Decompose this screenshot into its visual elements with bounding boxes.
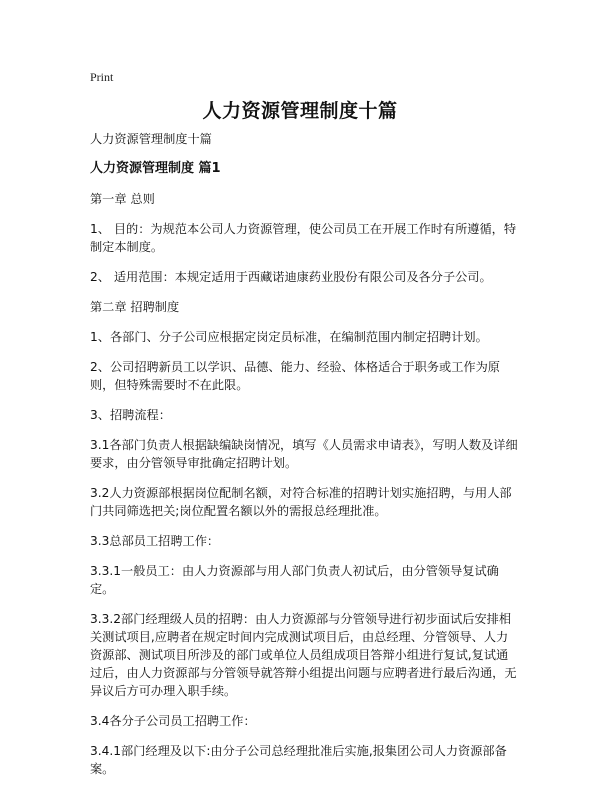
paragraph-purpose: 1、 目的：为规范本公司人力资源管理，使公司员工在开展工作时有所遵循，特制定本制度。	[90, 222, 517, 254]
paragraph-recruitment-process: 3、招聘流程：	[90, 408, 171, 422]
document-title: 人力资源管理制度十篇	[202, 100, 398, 122]
paragraph-3-3-2: 3.3.2部门经理级人员的招聘：由人力资源部与分管领导进行初步面试后安排相关测试项目,应聘者在规定时间内完成测试项目后，由总经理、分管领导、人力资源部、测试项目所涉及的部门或单位人员组成项目答辩小组进行复试,复试通过后，由人力资源部与分管领导就答辩小组提出问题与应聘者进行最后沟通，无异议后方可办理入职手续。	[90, 612, 517, 698]
section-heading: 人力资源管理制度 篇1	[90, 161, 221, 176]
chapter-heading-recruitment: 第二章 招聘制度	[90, 300, 180, 314]
document-body	[90, 130, 520, 790]
paragraph-3-4: 3.4各分子公司员工招聘工作：	[90, 714, 256, 728]
paragraph-scope: 2、 适用范围：本规定适用于西藏诺迪康药业股份有限公司及各分子公司。	[90, 270, 492, 284]
paragraph-3-2: 3.2人力资源部根据岗位配制名额，对符合标准的招聘计划实施招聘，与用人部门共同筛选把关;岗位配置名额以外的需报总经理批准。	[90, 486, 512, 518]
document-subtitle: 人力资源管理制度十篇	[90, 132, 212, 146]
paragraph-3-4-1: 3.4.1部门经理及以下:由分子公司总经理批准后实施,报集团公司人力资源部备案。	[90, 744, 507, 776]
paragraph-3-3: 3.3总部员工招聘工作：	[90, 534, 220, 548]
paragraph-3-1: 3.1各部门负责人根据缺编缺岗情况，填写《人员需求申请表》，写明人数及详细要求，由分管领导审批确定招聘计划。	[90, 438, 518, 470]
paragraph-recruitment-plan: 1、各部门、分子公司应根据定岗定员标准，在编制范围内制定招聘计划。	[90, 330, 488, 344]
paragraph-recruitment-principle: 2、公司招聘新员工以学识、品德、能力、经验、体格适合于职务或工作为原则，但特殊需要时不在此限。	[90, 360, 500, 392]
chapter-heading-general: 第一章 总则	[90, 192, 155, 206]
paragraph-3-3-1: 3.3.1一般员工：由人力资源部与用人部门负责人初试后，由分管领导复试确定。	[90, 564, 499, 596]
print-link[interactable]: Print	[90, 70, 114, 84]
